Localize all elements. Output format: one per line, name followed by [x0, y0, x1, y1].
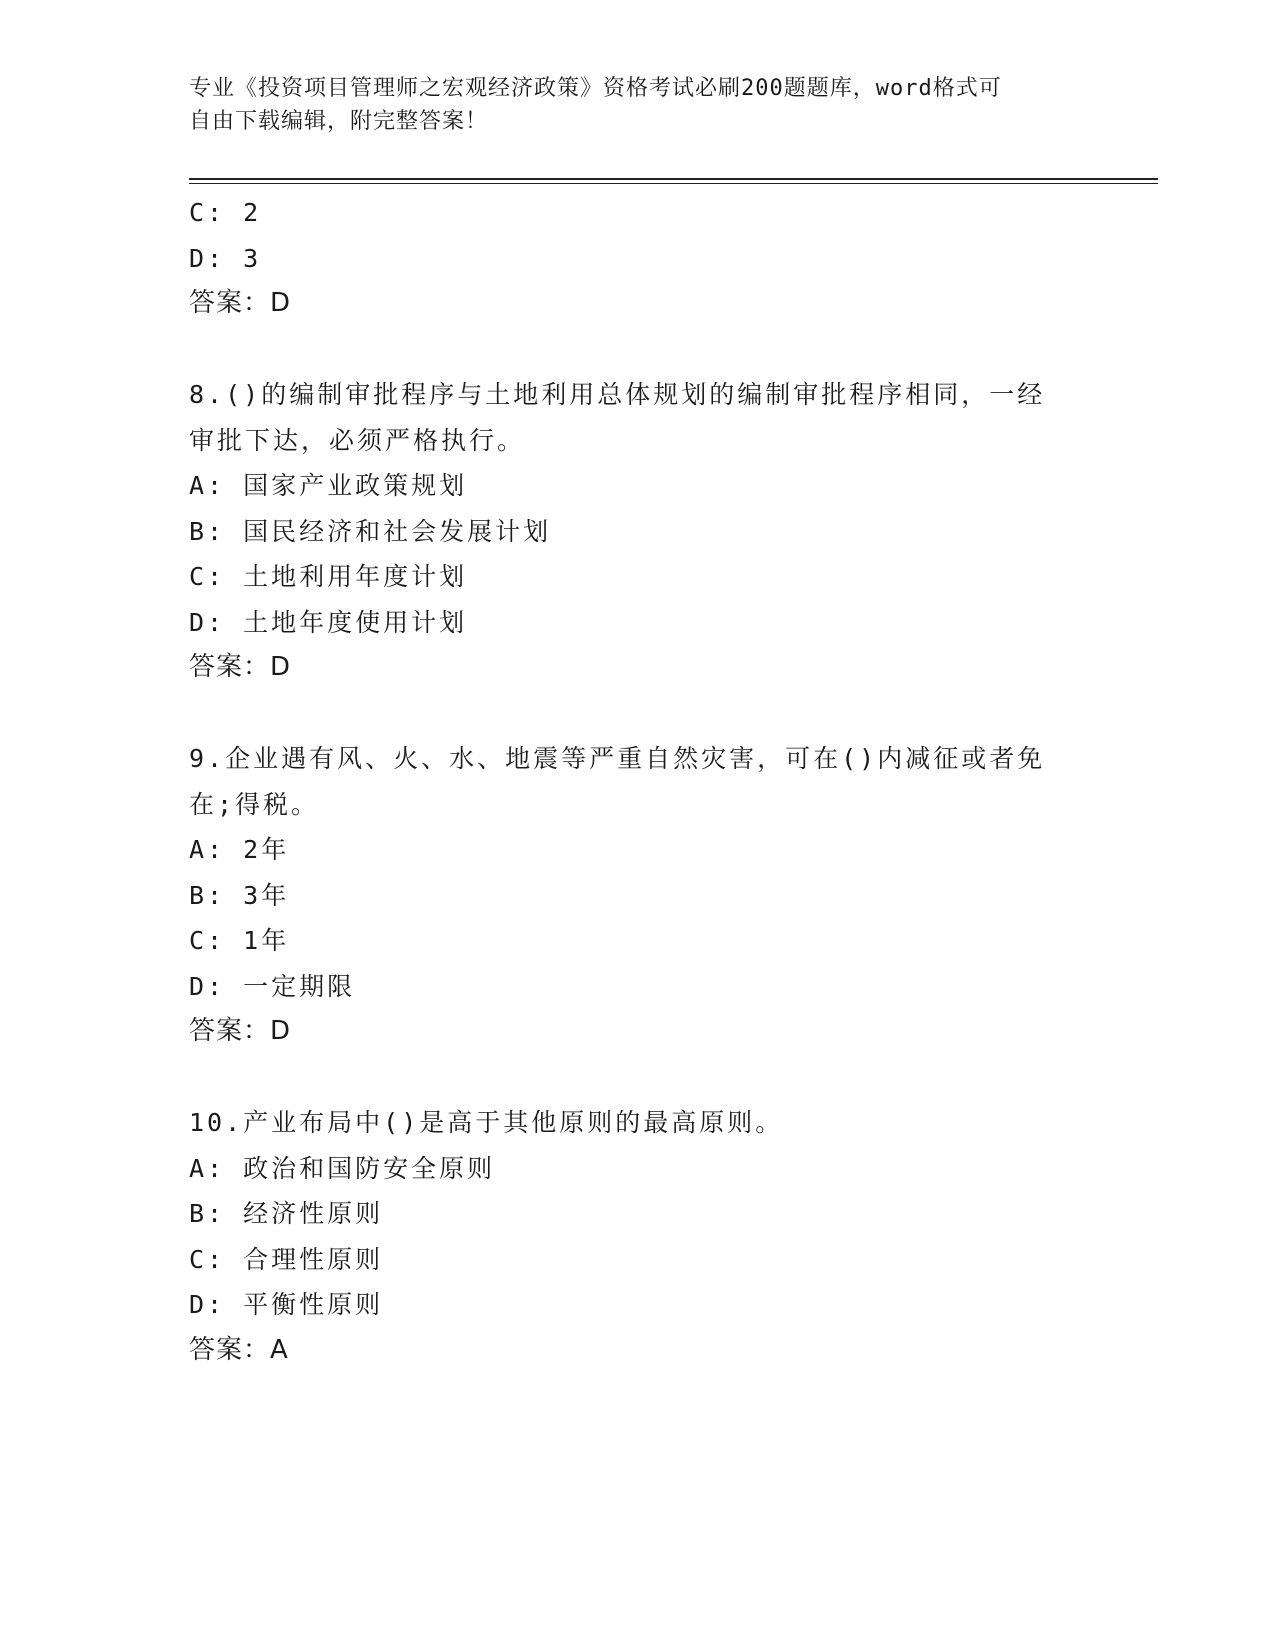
header-divider: [189, 178, 1158, 184]
answer: 答案：D: [189, 1016, 292, 1046]
option-d: D: 3: [189, 243, 262, 273]
option-d: D: 土地年度使用计划: [189, 607, 468, 637]
header-title-line-2: 自由下载编辑，附完整答案！: [189, 109, 489, 134]
question-stem-line-1: 10.产业布局中()是高于其他原则的最高原则。: [189, 1108, 784, 1137]
answer: 答案：D: [189, 288, 292, 318]
option-b: B: 国民经济和社会发展计划: [189, 516, 552, 546]
question-list: [189, 190, 1089, 1373]
spacer: [189, 691, 1089, 737]
question-stem-line-1: 9.企业遇有风、火、水、地震等严重自然灾害，可在()内减征或者免: [189, 744, 1046, 773]
question-stem-line-2: 审批下达，必须严格执行。: [189, 425, 526, 455]
option-c: C: 土地利用年度计划: [189, 562, 468, 591]
question-7-tail: [189, 190, 1089, 327]
spacer: [189, 1055, 1089, 1101]
option-b: B: 经济性原则: [189, 1199, 384, 1228]
answer: 答案：A: [189, 1334, 289, 1365]
question-8: [189, 372, 1089, 691]
option-d: D: 平衡性原则: [189, 1290, 384, 1319]
option-c: C: 合理性原则: [189, 1244, 384, 1274]
option-a: A: 政治和国防安全原则: [189, 1153, 496, 1183]
answer: 答案：D: [189, 652, 292, 682]
option-d: D: 一定期限: [189, 971, 356, 1001]
option-c: C: 1年: [189, 926, 290, 955]
question-stem-line-2: 在;得税。: [189, 789, 320, 819]
page-header: [189, 72, 1089, 138]
question-9: [189, 736, 1089, 1055]
option-a: A: 国家产业政策规划: [189, 471, 468, 500]
question-10: [189, 1100, 1089, 1373]
header-title-line-1: 专业《投资项目管理师之宏观经济政策》资格考试必刷200题题库，word格式可: [189, 76, 1002, 101]
question-stem-line-1: 8.()的编制审批程序与土地利用总体规划的编制审批程序相同，一经: [189, 380, 1046, 409]
option-a: A: 2年: [189, 835, 290, 864]
option-b: B: 3年: [189, 880, 290, 910]
option-c: C: 2: [189, 198, 262, 227]
spacer: [189, 327, 1089, 373]
